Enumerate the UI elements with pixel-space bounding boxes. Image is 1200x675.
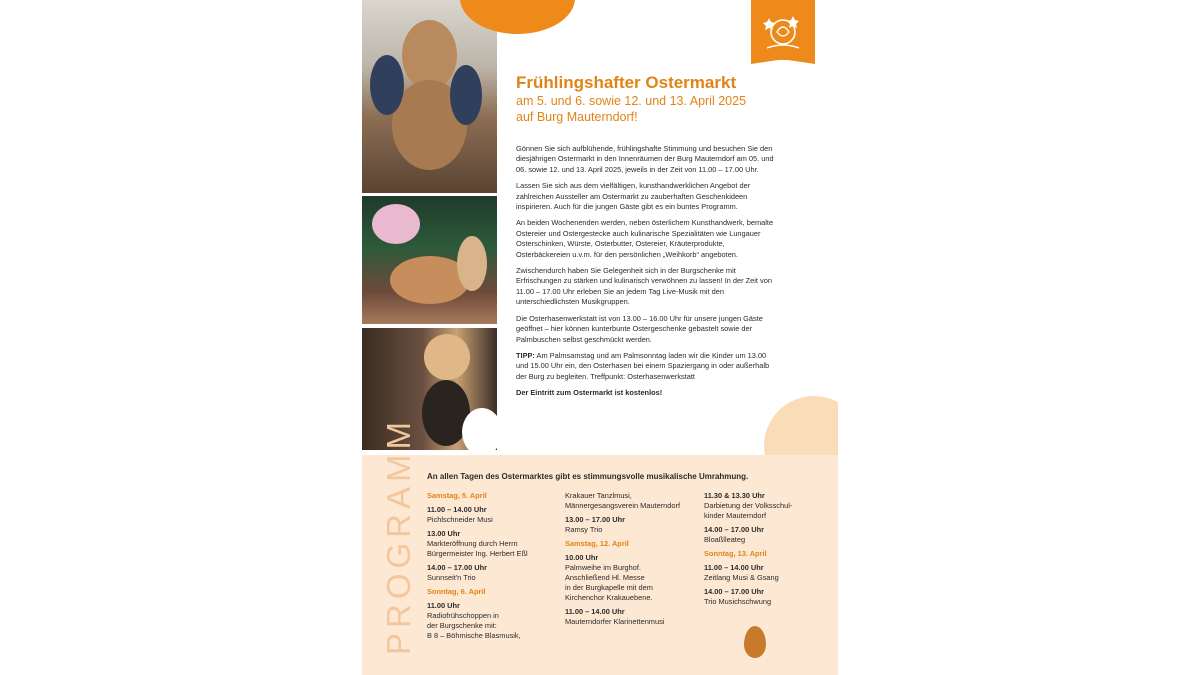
entry-time: 13.00 – 17.00 Uhr: [565, 515, 625, 524]
entry-time: 11.00 – 14.00 Uhr: [565, 607, 625, 616]
entry-time: 11.00 – 14.00 Uhr: [427, 505, 487, 514]
entry-desc: Radiofrühschoppen in der Burgschenke mit: B 8 – Böhmische Blasmusik,: [427, 611, 521, 640]
entry-desc: Markteröffnung durch Herrn Bürgermeister Ing. Herbert Eßl: [427, 539, 528, 558]
program-entry: [565, 607, 700, 627]
program-vertical-label: PROGRAMM: [380, 417, 417, 655]
entry-time: 13.00 Uhr: [427, 529, 461, 538]
entry-desc: Trio Musichschwung: [704, 597, 772, 606]
program-column-2: [565, 491, 700, 631]
entry-desc: Pichlschneider Musi: [427, 515, 493, 524]
entry-time: 10.00 Uhr: [565, 553, 599, 562]
header-title-block: [516, 73, 816, 125]
entry-desc: Ramsy Trio: [565, 525, 603, 534]
entry-time: 14.00 – 17.00 Uhr: [427, 563, 487, 572]
entry-desc: Krakauer Tanzlmusi, Männergesangsverein Mauterndorf: [565, 491, 681, 510]
program-entry: [565, 515, 700, 535]
photo-easter-market-stall: [362, 196, 497, 324]
program-column-3: [704, 491, 824, 611]
description: [516, 144, 776, 405]
entry-time: 14.00 – 17.00 Uhr: [704, 525, 764, 534]
paragraph: Die Osterhasenwerkstatt ist von 13.00 – 16.00 Uhr für unsere jungen Gäste geöffnet – hier können kunterbunte Ostergeschenke gebastelt sowie der Palmbuschen selbst geschmückt werden.: [516, 313, 763, 344]
paragraph: An beiden Wochenenden werden, neben österlichem Kunsthandwerk, bemalte Ostereier und Ostergestecke auch kulinarische Spezialitäten wie Lungauer Osterschinken, Würste, Osterbutter, Ostereier, Kräuterprodukte, Osterbäckereien u.v.m. für den persönlichen „Weihkorb“ angeboten.: [516, 218, 774, 259]
program-section: [362, 417, 838, 675]
entry-desc: Palmweihe im Burghof. Anschließend Hl. Messe in der Burgkapelle mit dem Kirchenchor Krakauebene.: [565, 563, 653, 602]
program-entry: [565, 553, 700, 603]
program-entry: [565, 491, 700, 511]
program-entry: [704, 563, 824, 583]
flyer: [362, 0, 838, 675]
entry-time: 11.00 Uhr: [427, 601, 460, 610]
headline: Frühlingshafter Ostermarkt: [516, 73, 737, 92]
tip-label: TIPP:: [516, 350, 535, 360]
entry-time: 14.00 – 17.00 Uhr: [704, 587, 764, 596]
logo-badge: [751, 0, 815, 60]
date-line: am 5. und 6. sowie 12. und 13. April 2025: [516, 94, 747, 108]
entry-desc: Sunnseit'n Trio: [427, 573, 476, 582]
free-entry-note: Der Eintritt zum Ostermarkt ist kostenlos!: [516, 388, 663, 398]
program-intro: An allen Tagen des Ostermarktes gibt es stimmungsvolle musikalische Umrahmung.: [427, 472, 749, 481]
entry-desc: Darbietung der Volksschul- kinder Mauterndorf: [704, 501, 793, 520]
day-heading: Samstag, 5. April: [427, 491, 487, 500]
program-column-1: [427, 491, 557, 645]
castle-flower-logo-icon: [761, 8, 805, 52]
tip-text: Am Palmsamstag und am Palmsonntag laden wir die Kinder um 13.00 und 15.00 Uhr ein, den Osterhasen bei einem Spaziergang in oder außerhalb der Burg zu begleiten. Treffpunkt: Osterhasenwerkstatt: [516, 350, 770, 381]
entry-time: 11.00 – 14.00 Uhr: [704, 563, 764, 572]
tip-paragraph: [516, 351, 776, 382]
paragraph: Zwischendurch haben Sie Gelegenheit sich in der Burgschenke mit Erfrischungen zu stärken und kulinarisch verwöhnen zu lassen! In der Zeit von 11.00 – 17.00 Uhr erleben Sie an jedem Tag Live-Musik mit den unterschiedlichsten Musikgruppen.: [516, 266, 772, 307]
entry-desc: Mauterndorfer Klarinettenmusi: [565, 617, 665, 626]
program-entry: [704, 525, 824, 545]
entry-desc: Bloaßlleateg: [704, 535, 746, 544]
program-entry: [427, 529, 557, 559]
day-heading: Samstag, 12. April: [565, 539, 629, 548]
program-entry: [427, 563, 557, 583]
paragraph: Lassen Sie sich aus dem vielfältigen, kunsthandwerklichen Angebot der zahlreichen Aussteller am Ostermarkt zu zauberhaften Geschenkideen inspirieren. Auch für die jungen Gäste gibt es ein buntes Programm.: [516, 181, 751, 212]
program-entry: [704, 491, 824, 521]
paragraph: Gönnen Sie sich aufblühende, frühlingshafte Stimmung und besuchen Sie den diesjährigen Ostermarkt in den Innenräumen der Burg Mauterndorf am 05. und 06. sowie 12. und 13. April 2025, jeweils in der Zeit von 11.00 – 17.00 Uhr.: [516, 144, 774, 174]
program-entry: [427, 601, 557, 641]
easter-egg-icon: [744, 626, 766, 658]
entry-time: 11.30 & 13.30 Uhr: [704, 491, 765, 500]
day-heading: Sonntag, 6. April: [427, 587, 486, 596]
entry-desc: Zeitlang Musi & Gsang: [704, 573, 779, 582]
day-heading: Sonntag, 13. April: [704, 549, 767, 558]
program-entry: [704, 587, 824, 607]
program-entry: [427, 505, 557, 525]
photo-easter-bunny-with-children: [362, 0, 497, 193]
location-line: auf Burg Mauterndorf!: [516, 110, 638, 124]
